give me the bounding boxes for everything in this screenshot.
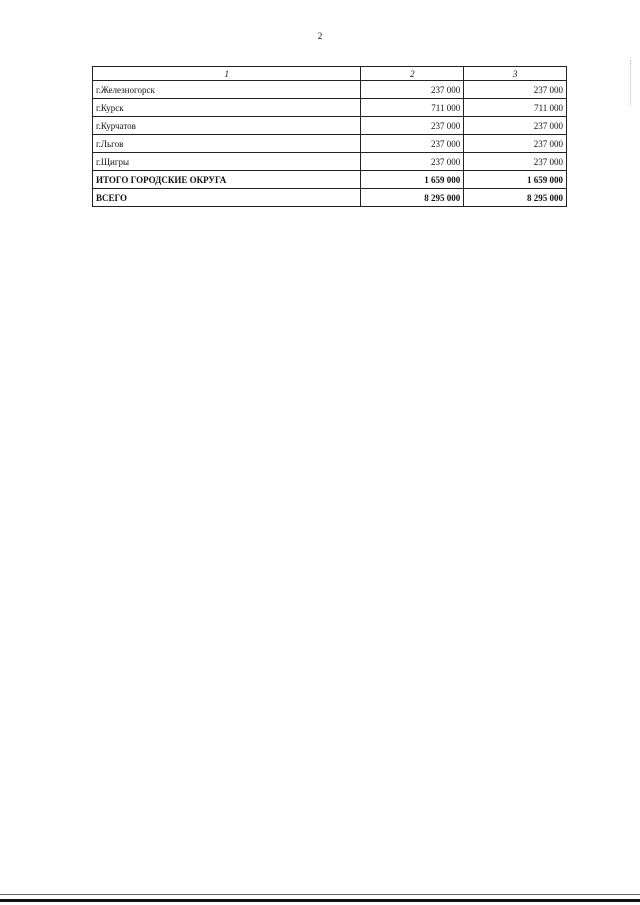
- row-name: г.Льгов: [93, 135, 361, 153]
- row-name: г.Щигры: [93, 153, 361, 171]
- page-number: 2: [317, 31, 323, 41]
- total-label: ВСЕГО: [93, 189, 361, 207]
- table-row: [93, 81, 567, 99]
- subtotal-row: [93, 171, 567, 189]
- row-value-3: 237 000: [464, 117, 567, 135]
- row-value-3: 711 000: [464, 99, 567, 117]
- row-value-3: 237 000: [464, 153, 567, 171]
- column-header-1: 1: [93, 67, 361, 81]
- total-value-2: 8 295 000: [361, 189, 464, 207]
- subtotal-value-3: 1 659 000: [464, 171, 567, 189]
- row-value-2: 237 000: [361, 81, 464, 99]
- total-row: [93, 189, 567, 207]
- row-value-3: 237 000: [464, 135, 567, 153]
- row-name: г.Железногорск: [93, 81, 361, 99]
- subtotal-label: ИТОГО ГОРОДСКИЕ ОКРУГА: [93, 171, 361, 189]
- table-row: [93, 153, 567, 171]
- row-value-2: 711 000: [361, 99, 464, 117]
- table-header-row: [93, 67, 567, 81]
- scan-bottom-line: [0, 894, 640, 895]
- scan-margin-mark: [630, 60, 632, 106]
- table-row: [93, 99, 567, 117]
- total-value-3: 8 295 000: [464, 189, 567, 207]
- subtotal-value-2: 1 659 000: [361, 171, 464, 189]
- table-row: [93, 135, 567, 153]
- row-name: г.Курчатов: [93, 117, 361, 135]
- row-value-3: 237 000: [464, 81, 567, 99]
- row-name: г.Курск: [93, 99, 361, 117]
- column-header-2: 2: [361, 67, 464, 81]
- scan-bottom-bar: [0, 899, 640, 902]
- budget-table: [92, 66, 567, 207]
- row-value-2: 237 000: [361, 117, 464, 135]
- row-value-2: 237 000: [361, 135, 464, 153]
- table-row: [93, 117, 567, 135]
- column-header-3: 3: [464, 67, 567, 81]
- row-value-2: 237 000: [361, 153, 464, 171]
